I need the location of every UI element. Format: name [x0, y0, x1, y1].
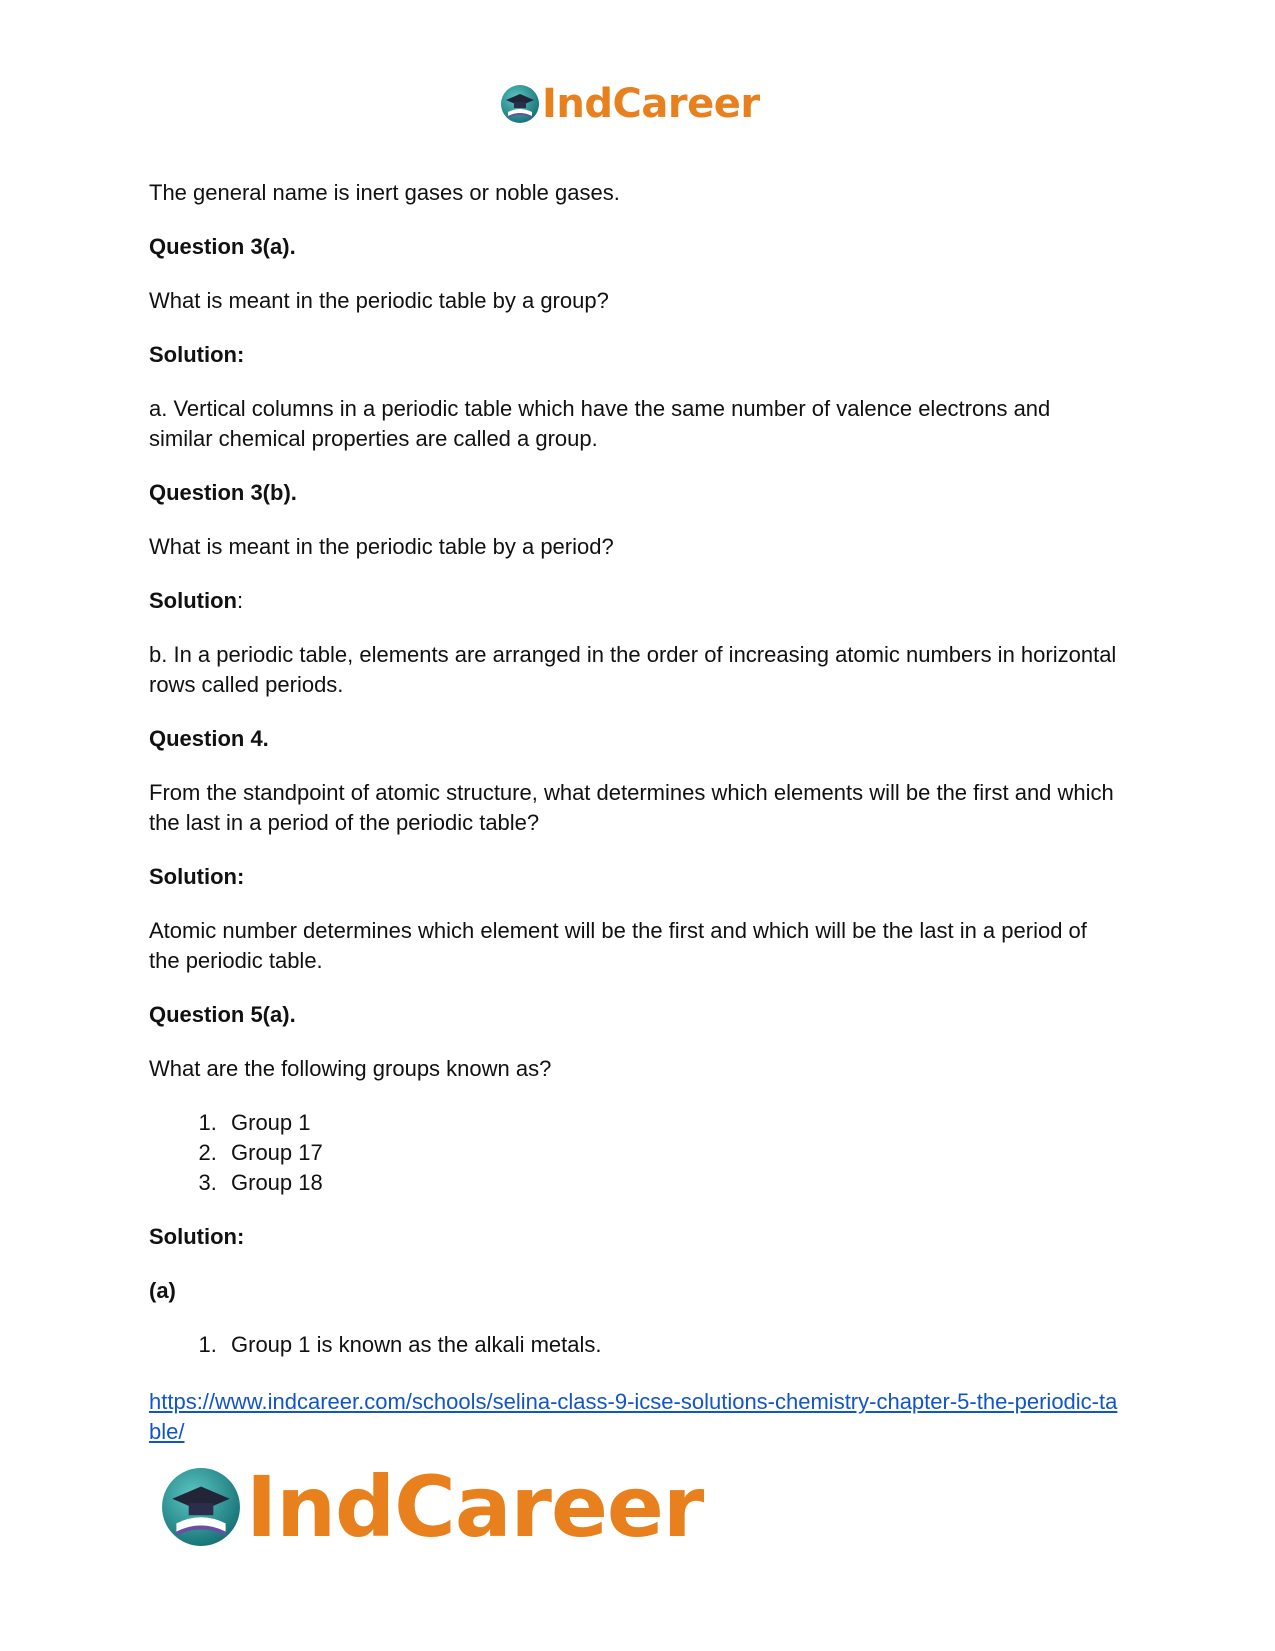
graduation-cap-globe-icon	[500, 84, 540, 124]
list-item: 3. Group 18	[223, 1168, 1119, 1198]
question-3b-heading: Question 3(b).	[149, 480, 297, 505]
intro-text: The general name is inert gases or noble gases.	[149, 180, 620, 205]
question-3a-heading: Question 3(a).	[149, 234, 296, 259]
solution-label: Solution:	[149, 864, 245, 889]
graduation-cap-globe-icon	[160, 1466, 242, 1548]
question-4-heading: Question 4.	[149, 726, 269, 751]
list-item: 1. Group 1 is known as the alkali metals.	[223, 1330, 1119, 1360]
solution-3a-text: a. Vertical columns in a periodic table which have the same number of valence electrons and similar chemical properties are called a group.	[149, 396, 1051, 451]
solution-label-colon: :	[236, 588, 244, 613]
brand-wordmark: IndCareer	[246, 1458, 704, 1556]
solution-label	[149, 586, 1119, 616]
indcareer-logo-footer	[160, 1458, 704, 1556]
solution-label-word: Solution	[149, 588, 237, 613]
list-item: 1. Group 1	[223, 1108, 1119, 1138]
question-3a-text: What is meant in the periodic table by a group?	[149, 288, 609, 313]
question-3b-text: What is meant in the periodic table by a period?	[149, 534, 614, 559]
solution-subpart-label: (a)	[149, 1278, 176, 1303]
list-item: 2. Group 17	[223, 1138, 1119, 1168]
groups-list	[149, 1108, 1119, 1198]
question-5a-heading: Question 5(a).	[149, 1002, 296, 1027]
source-url-link[interactable]: https://www.indcareer.com/schools/selina-class-9-icse-solutions-chemistry-chapter-5-the-periodic-table/	[149, 1389, 1118, 1444]
document-body	[149, 178, 1119, 1384]
question-4-text: From the standpoint of atomic structure, what determines which elements will be the first and which the last in a period of the periodic table?	[149, 780, 1114, 835]
answer-list	[149, 1330, 1119, 1360]
solution-label: Solution:	[149, 1224, 245, 1249]
solution-label: Solution:	[149, 342, 245, 367]
question-5a-text: What are the following groups known as?	[149, 1056, 552, 1081]
brand-wordmark: IndCareer	[542, 81, 760, 127]
indcareer-logo-header	[500, 80, 760, 128]
solution-3b-text: b. In a periodic table, elements are arranged in the order of increasing atomic numbers in horizontal rows called periods.	[149, 642, 1117, 697]
solution-4-text: Atomic number determines which element will be the first and which will be the last in a period of the periodic table.	[149, 918, 1087, 973]
